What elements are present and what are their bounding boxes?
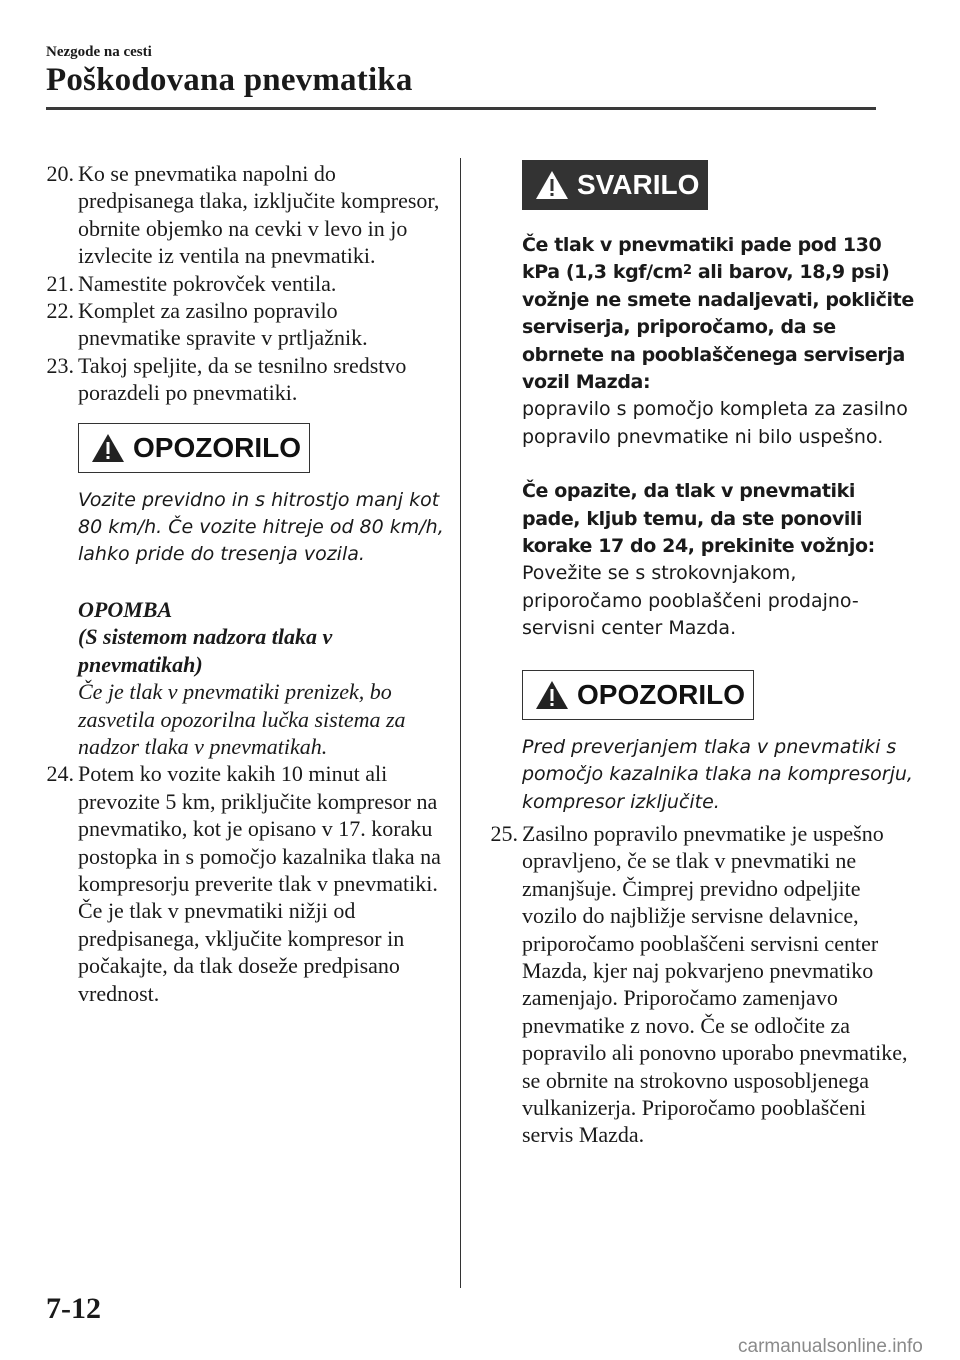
header-section: Nezgode na cesti [46,44,152,60]
header-rule [46,107,876,110]
column-divider [460,158,461,1288]
note-heading: OPOMBA [78,596,173,622]
step-20: 20. Ko se pnevmatika napolni do predpisanega tlaka, izključite kompresor, obrnite objemko na cevki v levo in jo izvlecite iz ventila na pnevmatiki. [46,161,440,269]
page-title: Poškodovana pnevmatika [46,62,413,98]
step-21: 21. Namestite pokrovček ventila. [46,270,337,296]
caution-label: SVARILO [577,169,700,200]
warning-triangle-icon [535,170,569,200]
warning-label: OPOZORILO [133,431,301,463]
page-number: 7-12 [46,1292,101,1325]
left-column [46,160,444,1007]
caution-2-text: Povežite se s strokovnjakom, priporočamo pooblaščeni prodajno-servisni center Mazda. [522,562,859,640]
caution-box [522,160,708,210]
step-23: 23. Takoj speljite, da se tesnilno sredstvo porazdeli po pnevmatiki. [46,352,407,406]
warning-box [78,423,310,473]
warning-text-2: Pred preverjanjem tlaka v pnevmatiki s pomočjo kazalnika tlaka na kompresorju, kompresor izključite. [522,735,913,813]
watermark: carmanualsonline.info [738,1336,923,1357]
warning-label-2: OPOZORILO [577,678,745,710]
caution-2-heading: Če opazite, da tlak v pnevmatiki pade, kljub temu, da ste ponovili korake 17 do 24, prekinite vožnjo: [522,480,875,558]
right-column [478,160,918,1149]
warning-text: Vozite previdno in s hitrostjo manj kot 80 km/h. Če vozite hitreje od 80 km/h, lahko pride do tresenja vozila. [78,488,444,566]
warning-triangle-icon [91,433,125,463]
caution-1-text: popravilo s pomočjo kompleta za zasilno popravilo pnevmatike ni bilo uspešno. [522,398,908,448]
warning-triangle-icon [535,680,569,710]
note-text: Če je tlak v pnevmatiki prenizek, bo zasvetila opozorilna lučka sistema za nadzor tlaka v pnevmatikah. [78,679,406,759]
step-22: 22. Komplet za zasilno popravilo pnevmatike spravite v prtljažnik. [46,298,368,351]
step-24: 24. Potem ko vozite kakih 10 minut ali prevozite 5 km, priključite kompresor na pnevmatiko, kot je opisano v 17. koraku postopka in s pomočjo kazalnika tlaka na kompresorju preverite tlak v pnevmatiki. Če je tlak v pnevmatiki nižji od predpisanega, vključite kompresor in počakajte, da tlak doseže predpisano vrednost. [46,761,441,1006]
note-subheading: (S sistemom nadzora tlaka v pnevmatikah) [78,624,333,677]
caution-1-heading: Če tlak v pnevmatiki pade pod 130 kPa (1,3 kgf/$cm^2$ ali barov, 18,9 psi) vožnje ne smete nadaljevati, pokličite serviserja, priporočamo, da se obrnete na pooblaščenega serviserja vozil Mazda: [522,234,914,394]
warning-box-2 [522,670,754,720]
step-25: 25. Zasilno popravilo pnevmatike je uspešno opravljeno, če se tlak v pnevmatiki ne zmanjšuje. Čimprej previdno odpeljite vozilo do najbližje servisne delavnice, priporočamo pooblaščeni servisni center Mazda, kjer naj pokvarjeno pnevmatiko zamenjajo. Priporočamo zamenjavo pnevmatike z novo. Če se odločite za popravilo ali ponovno uporabo pnevmatike, se obrnite na strokovno usposobljenega vulkanizerja. Priporočamo pooblaščeni servis Mazda. [490,820,908,1148]
